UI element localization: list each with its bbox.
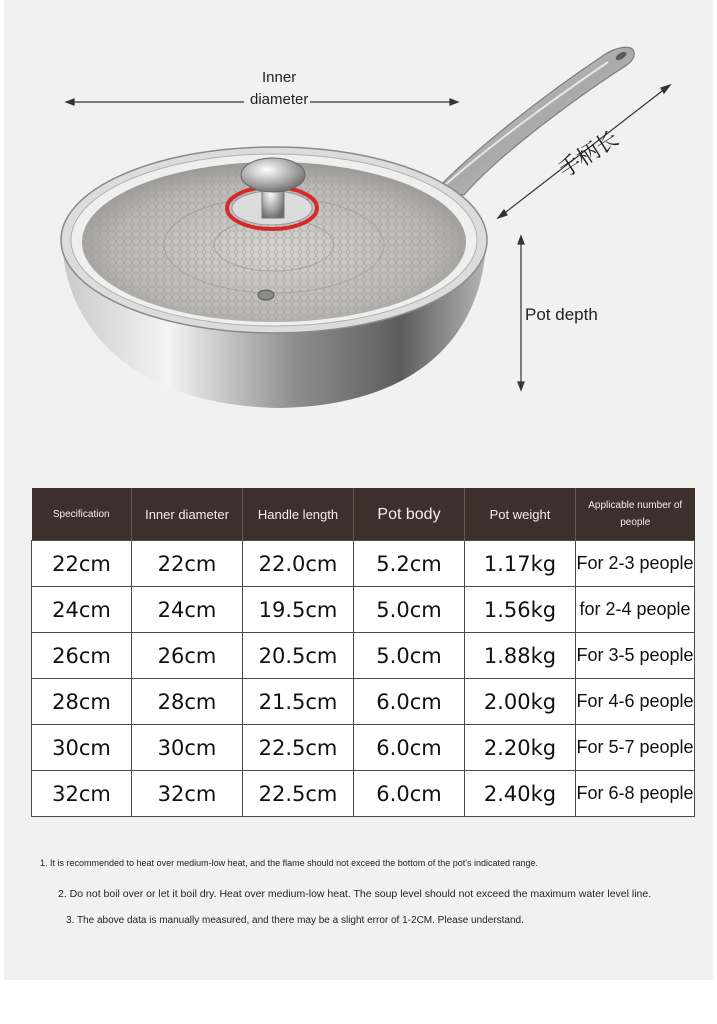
cell-inner-diameter: 22cm [132,541,243,587]
cell-applicable-people: For 2-3 people [576,541,695,587]
usage-note-3: 3. The above data is manually measured, and there may be a slight error of 1-2CM. Please understand. [66,915,524,926]
cell-specification: 30cm [32,725,132,771]
table-row [32,679,695,725]
cell-applicable-people: For 4-6 people [576,679,695,725]
cell-pot-body: 5.2cm [354,541,465,587]
table-row [32,633,695,679]
cell-handle-length: 22.5cm [243,725,354,771]
usage-note-1: 1. It is recommended to heat over medium-low heat, and the flame should not exceed the bottom of the pot's indicated range. [40,858,539,868]
header-pot-weight: Pot weight [465,488,576,541]
handle-length-label: 手柄长 [554,126,624,184]
cell-pot-weight: 2.00kg [465,679,576,725]
frying-pan-illustration [4,0,713,480]
product-sheet [4,0,713,980]
table-row [32,725,695,771]
cell-inner-diameter: 30cm [132,725,243,771]
cell-pot-weight: 2.20kg [465,725,576,771]
cell-specification: 22cm [32,541,132,587]
inner-diameter-label-line1: Inner [262,69,297,86]
cell-specification: 26cm [32,633,132,679]
cell-specification: 32cm [32,771,132,817]
table-row [32,587,695,633]
cell-inner-diameter: 28cm [132,679,243,725]
header-pot-body: Pot body [354,488,465,541]
table-row [32,771,695,817]
cell-handle-length: 21.5cm [243,679,354,725]
inner-diameter-label-line2: diameter [250,91,309,108]
cell-applicable-people: for 2-4 people [576,587,695,633]
cell-pot-body: 5.0cm [354,587,465,633]
header-specification: Specification [32,488,132,541]
cell-pot-body: 6.0cm [354,679,465,725]
cell-pot-body: 5.0cm [354,633,465,679]
header-handle-length: Handle length [243,488,354,541]
cell-applicable-people: For 5-7 people [576,725,695,771]
cell-pot-body: 6.0cm [354,725,465,771]
cell-inner-diameter: 24cm [132,587,243,633]
table-row [32,541,695,587]
cell-specification: 24cm [32,587,132,633]
specification-table [31,488,695,817]
cell-pot-weight: 1.88kg [465,633,576,679]
pot-depth-arrow [518,236,524,390]
cell-handle-length: 22.5cm [243,771,354,817]
cell-inner-diameter: 32cm [132,771,243,817]
cell-handle-length: 22.0cm [243,541,354,587]
cell-pot-weight: 1.17kg [465,541,576,587]
table-header [32,488,695,541]
pot-depth-label: Pot depth [525,305,598,324]
cell-handle-length: 20.5cm [243,633,354,679]
cell-pot-body: 6.0cm [354,771,465,817]
cell-pot-weight: 1.56kg [465,587,576,633]
cell-applicable-people: For 3-5 people [576,633,695,679]
header-inner-diameter: Inner diameter [132,488,243,541]
usage-note-2: 2. Do not boil over or let it boil dry. Heat over medium-low heat. The soup level should not exceed the maximum water level line. [58,888,652,900]
cell-handle-length: 19.5cm [243,587,354,633]
cell-applicable-people: For 6-8 people [576,771,695,817]
cell-pot-weight: 2.40kg [465,771,576,817]
pan-handle [436,47,634,195]
cell-specification: 28cm [32,679,132,725]
header-applicable-people: Applicable number of people [576,488,695,541]
cell-inner-diameter: 26cm [132,633,243,679]
